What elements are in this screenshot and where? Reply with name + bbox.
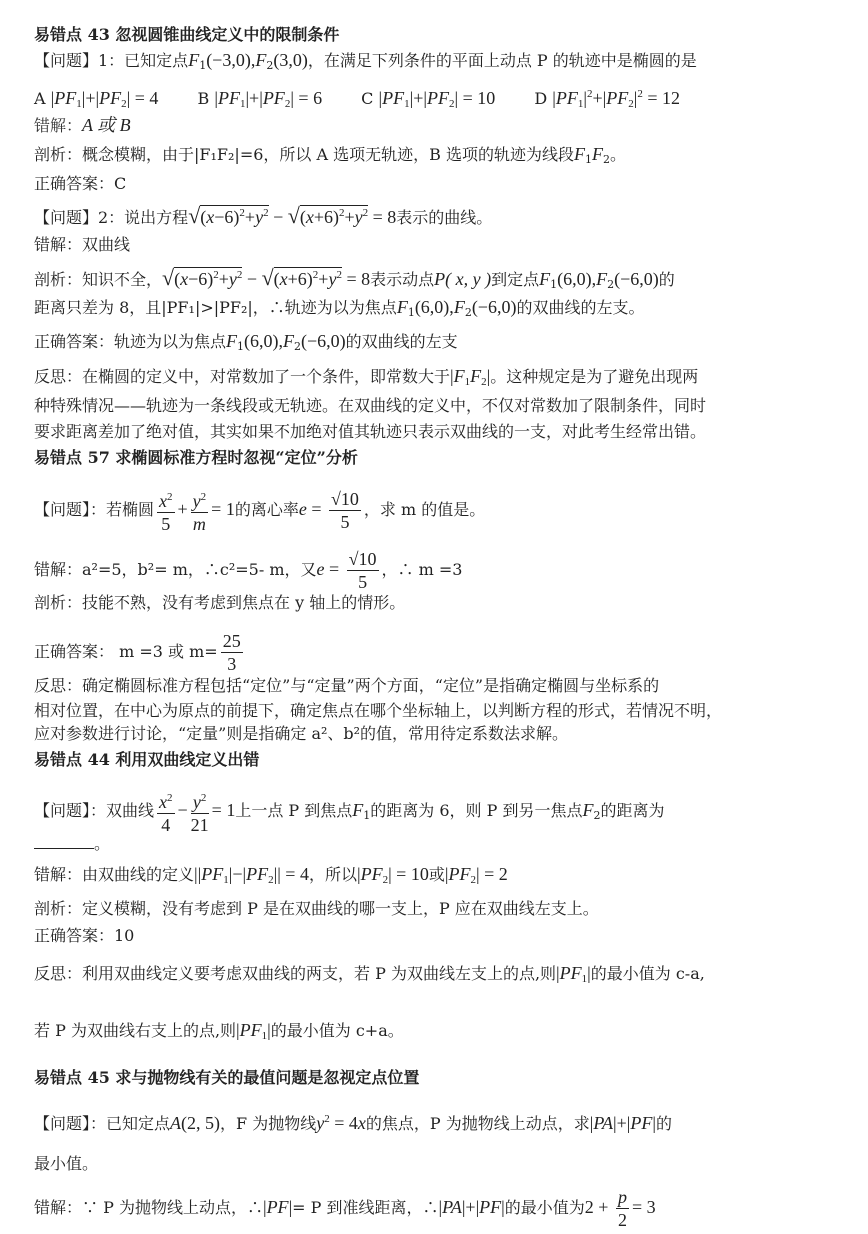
- s57-reflection-2: 相对位置，在中心为原点的前提下，确定焦点在哪个坐标轴上，以判断方程的形式，若情况不明，: [34, 701, 723, 720]
- s45-wrong-answer: 错解：∵ P 为抛物线上动点，∴|PF|= P 到准线距离，∴|PA|+|PF|的最小值为2 + $\frac{p}{2}$ = 3: [34, 1187, 656, 1230]
- s44-reflection-2: 若 P 为双曲线右支上的点,则$|PF_1|$的最小值为 c+a。: [34, 1020, 404, 1042]
- s57-question: 【问题】：若椭圆 $\frac{x^2}{5}$ + $\frac{y^2}{m}$ = 1的离心率e = $\frac{√10}{5}$ ，求 m 的值是。: [34, 486, 838, 535]
- s57-correct-answer: 正确答案： m =3 或 m= $\frac{25}{3}$: [34, 631, 241, 674]
- s43-analysis-1: 剖析：概念模糊，由于|F₁F₂|=6，所以 A 选项无轨迹，B 选项的轨迹为线段$F_1F_2$。: [34, 144, 626, 166]
- s45-question-cont: 最小值。: [34, 1154, 99, 1173]
- section-45-heading: 易错点 45 求与抛物线有关的最值问题是忽视定点位置: [34, 1068, 420, 1087]
- s43-question-2: 【问题】2：说出方程$√(x-6)^2+y^2 - √(x+6)^2+y^2 = 8$表示的曲线。: [34, 203, 493, 228]
- s43-options: A $|PF_1|+|PF_2| = 4$ B $|PF_1|+|PF_2| = 6$ C $|PF_1|+|PF_2| = 10$ D $|PF_1|^2+|PF_2|^2 = 12$: [34, 88, 681, 110]
- section-44-heading: 易错点 44 利用双曲线定义出错: [34, 750, 260, 769]
- s43-reflection-1: 反思：在椭圆的定义中，对常数加了一个条件，即常数大于$|F_1F_2|$。这种规定是为了避免出现两: [34, 366, 699, 388]
- section-43-heading: 易错点 43 忽视圆锥曲线定义中的限制条件: [34, 25, 340, 44]
- s43-correct-answer-2: 正确答案：轨迹为以为焦点$F_1(6,0),F_2(-6,0)$的双曲线的左支: [34, 331, 458, 353]
- s43-analysis-2b: 距离只差为 8，且|PF₁|>|PF₂|，∴轨迹为以为焦点$F_1(6,0),F_2(-6,0)$的双曲线的左支。: [34, 297, 645, 319]
- s43-wrong-answer-1: 错解：A 或 B: [34, 115, 131, 135]
- s57-wrong-answer: 错解：a²=5，b²= m，∴c²=5- m，又e = $\frac{√10}{5}$ ，∴ m =3: [34, 549, 463, 592]
- s57-reflection-1: 反思：确定椭圆标准方程包括“定位”与“定量”两个方面，“定位”是指确定椭圆与坐标系的: [34, 676, 660, 695]
- s43-question-1: 【问题】1：已知定点$F_1(-3,0),F_2(3,0)$，在满足下列条件的平面上动点 P 的轨迹中是椭圆的是: [34, 50, 697, 72]
- s44-wrong-answer: 错解：由双曲线的定义$||PF_1|-|PF_2|| = 4$，所以$|PF_2| = 10$或$|PF_2| = 2$: [34, 864, 508, 886]
- s57-analysis: 剖析：技能不熟，没有考虑到焦点在 y 轴上的情形。: [34, 593, 406, 612]
- s57-reflection-3: 应对参数进行讨论，“定量”则是指确定 a²、b²的值，常用待定系数法求解。: [34, 724, 569, 743]
- s44-correct-answer: 正确答案：10: [34, 926, 135, 945]
- answer-blank: [34, 848, 94, 849]
- s43-correct-answer-1: 正确答案：C: [34, 174, 127, 193]
- s43-reflection-2: 种特殊情况——轨迹为一条线段或无轨迹。在双曲线的定义中，不仅对常数加了限制条件，同时: [34, 396, 707, 415]
- s43-wrong-answer-2: 错解：双曲线: [34, 235, 131, 254]
- s45-question: 【问题】：已知定点A(2, 5)，F 为抛物线$y^2 = 4x$的焦点，P 为抛物线上动点，求|PA|+|PF|的: [34, 1113, 672, 1133]
- s44-analysis: 剖析：定义模糊，没有考虑到 P 是在双曲线的哪一支上，P 应在双曲线左支上。: [34, 899, 599, 918]
- s43-reflection-3: 要求距离差加了绝对值，其实如果不加绝对值其轨迹只表示双曲线的一支，对此考生经常出错。: [34, 422, 707, 441]
- s43-analysis-2a: 剖析：知识不全，$√(x-6)^2+y^2 - √(x+6)^2+y^2 = 8$表示动点P( x, y )到定点$F_1(6,0),F_2(-6,0)$的: [34, 265, 675, 291]
- section-57-heading: 易错点 57 求椭圆标准方程时忽视“定位”分析: [34, 448, 358, 467]
- s44-question-blank: 。: [34, 834, 838, 854]
- s44-reflection-1: 反思：利用双曲线定义要考虑双曲线的两支，若 P 为双曲线左支上的点,则$|PF_1|$的最小值为 c-a,: [34, 963, 705, 985]
- s44-question: 【问题】：双曲线 $\frac{x^2}{4}$ − $\frac{y^2}{21}$ = 1上一点 P 到焦点$F_1$的距离为 6，则 P 到另一焦点$F_2$的距离为: [34, 787, 838, 836]
